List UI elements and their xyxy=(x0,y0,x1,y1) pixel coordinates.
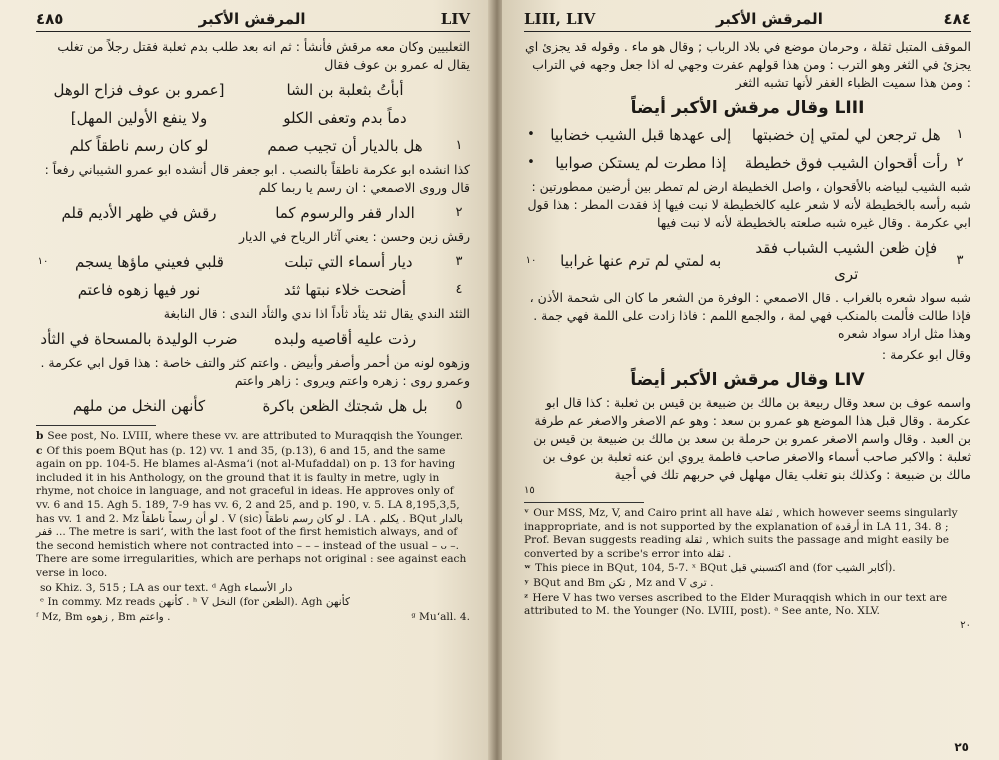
footnote-rule xyxy=(36,425,156,426)
right-page-number: ٤٨٤ xyxy=(943,10,971,28)
verse-line: أبأتُ بثعلبة بن الشا [عمرو بن عوف فزاح الوهل xyxy=(53,81,404,99)
right-commentary-b: شبه سواد شعره بالغراب . قال الاصمعي : الوفرة من الشعر ما كان الى شحمة الأذن ، فإذا طالت فألمت بالمنكب فهي لمة ، والجمع اللمم : فاذا زادت على اللمة فهي جمة . وهذا مثل اراد سواد شعره xyxy=(529,290,971,341)
left-running-header xyxy=(36,10,470,32)
left-verses-a xyxy=(36,77,470,159)
left-commentary-c: الثئد الندي يقال ثئد يثأد ثأداً اذا ندي والثأد الندى : قال النابغة xyxy=(163,306,470,321)
footnote: ᵉ In commy. Mz reads كأنهن . ʰ V النخل (for الظعن). Agh كأنهن xyxy=(40,596,351,609)
verse-line: ٢ رأت أقحوان الشيب فوق خطيطة إذا مطرت لم يستكن صوابيا • xyxy=(527,154,964,172)
right-commentary-a: شبه الشيب لبياضه بالأقحوان ، واصل الخطيطة ارض لم تمطر بين أرضين ممطورتين : شبه رأسه بالخطيطة لأنه لا شعر عليه كالخطيطة لا نبت فيها إذ فقدت المطر : هذا قول ابي عكرمة . وقال غيره شبه صلعته بالخطيطة لأنه لا نبت فيها xyxy=(527,179,971,230)
footnote: so Khiz. 3, 515 ; LA as our text. ᵈ Agh دار الأسماء xyxy=(40,581,293,594)
poem-title-liii: LIII وقال مرقش الأكبر أيضاً xyxy=(630,98,865,118)
left-footnotes xyxy=(36,430,470,623)
verse-line: دماً بدم وتعفى الكلو ولا ينفع الأولين المهل] xyxy=(70,109,407,127)
left-commentary-b: رقش زين وحسن : يعني آثار الرياح في الديار xyxy=(239,229,470,244)
right-page xyxy=(502,0,999,760)
right-footnotes xyxy=(524,507,971,631)
footnote: ᶻ Here V has two verses ascribed to the Elder Muraqqish which in our text are attributed to M. the Younger (No. LVIII, post). ᵃ See ante, No. XLV. xyxy=(524,591,948,618)
right-running-header xyxy=(524,10,971,32)
footnote-margin-number: ٢٠ xyxy=(960,619,971,631)
verse-line: ٣ فإن ظعن الشيب الشباب فقد ترى به لمتي لم ترم عنها غرابيا ١٠ xyxy=(525,239,964,283)
footnote: ʷ This piece in BQut, 104, 5-7. ˣ BQut اكتسبني قبل and (for أكابر الشيب). xyxy=(524,562,896,575)
footnote-f: ᶠ Mz, Bm زهوه , Bm واعتم . xyxy=(36,610,171,623)
verse-line: ٣ ديار أسماء التي تبلت قلبي فعيني ماؤها يسجم ١٠ xyxy=(36,249,470,275)
right-page-foot-number: ٢٥ xyxy=(954,740,969,754)
verse-line: رذت عليه أقاصيه ولبده ضرب الوليدة بالمسحاة في الثأد xyxy=(40,330,417,348)
left-header-poem-no: LIV xyxy=(440,10,470,28)
verse-line: ١ هل بالديار أن تجيب صمم لو كان رسم ناطقاً كلم xyxy=(69,137,463,155)
verse-line: ٤ أضحت خلاء نبتها ثئد نور فيها زهوه فاعتم xyxy=(77,281,463,299)
left-header-title: المرقش الأكبر xyxy=(198,10,306,28)
footnote: ʸ BQut and Bm تكن , Mz and V ترى . xyxy=(524,576,714,589)
right-header-poem-no: LIII, LIV xyxy=(524,10,596,28)
margin-line-number: ١٠ xyxy=(525,255,537,266)
left-commentary-d: وزهوه لونه من أحمر وأصفر وأبيض . واعتم كثر والتف خاصة : هذا قول ابي عكرمة . وعمرو روى : زهره واعتم ويروى : زاهر واعتم xyxy=(40,355,470,388)
left-page xyxy=(0,0,492,760)
right-header-title: المرقش الأكبر xyxy=(715,10,823,28)
right-commentary-c: وقال ابو عكرمة : xyxy=(881,347,971,362)
verse-line: ٥ بل هل شجتك الظعن باكرة كأنهن النخل من ملهم xyxy=(72,397,463,415)
footnote-bottom-row xyxy=(36,611,470,623)
left-commentary-a: كذا انشده ابو عكرمة ناطقاً بالنصب . ابو جعفر قال أنشده ابو عمرو الشيباني رفعاً : قال وروى الاصمعي : ان رسم يا ربما كلم xyxy=(44,162,470,195)
poem-title-liv: LIV وقال مرقش الأكبر أيضاً xyxy=(630,370,865,390)
right-intro: الموقف المتبل ثقلة ، وحرمان موضع في بلاد الرباب ; وقال هو ماء . وقوله قد يجزئ اي يجزئ في الثغر وهو الترب : ومن هذا قولهم عفرت وجهي له اذا جعل وجهه في التراب : ومن هذا سميت الظباء الغفر لأنها تشبه الثغر xyxy=(524,39,971,90)
footnote: ᵛ Our MSS, Mz, V, and Cairo print all have ثقلة , which however seems singularly inappropriate, and is not supported by the explanation of أرقدة in LA 11, 34. 8 ; Prof. Bevan suggests reading ثقلة , which suits the passage and might easily be converted by a scribe's error into ثقلة . xyxy=(524,507,958,560)
left-page-number: ٤٨٥ xyxy=(36,10,64,28)
verse-line: ١ هل ترجعن لي لمتي إن خضبتها إلى عهدها قبل الشيب خضابيا • xyxy=(527,126,964,144)
footnote: c Of this poem BQut has (p. 12) vv. 1 and 35, (p.13), 6 and 15, and the same again on pp. 104-5. He blames al-Asma‘i (not al-Mufaddal) on p. 13 for having included it in his Anthology, on the ground that it is faulty in metre, ugly in rhyme, not choice in language, and not graceful in ideas. He approves only of vv. 6 and 15. Agh 5. 189, 7-9 has vv. 6, 2 and 25, and p. 190, v. 5. LA 8,195,3,5, has vv. 1 and 2. Mz لو أن رسماً ناطقاً . V (sic) لو كان رسم ناطقاً . LA . يكلم . BQut بالدار قفر ... The metre is sari‘, with the last foot of the first hemistich always, and of the second hemistich where not contracted into – – – instead of the usual – ᴗ –. There are some irregularities, which are perhaps not original : see against each verse in loco. xyxy=(36,444,467,579)
footnote-rule xyxy=(524,502,644,503)
verse-line: ٢ الدار قفر والرسوم كما رقش في ظهر الأديم قلم xyxy=(61,204,463,222)
footnote-g: ᵍ Mu‘all. 4. xyxy=(411,610,470,623)
footnote: b See post, No. LVIII, where these vv. are attributed to Muraqqish the Younger. xyxy=(36,430,464,442)
right-commentary-d: واسمه عوف بن سعد وقال ربيعة بن مالك بن ضبيعة بن قيس بن ثعلبة : كذا قال ابو عكرمة . وقال قبل هذا الموضع هو عمرو بن سعد : وهو عم الاصغر والاصغر عم طرفة بن العبد . وقال واسم الاصغر عمرو بن حرملة بن سعد بن مالك بن ضبيعة بن قيس بن ثعلبة : والاكبر صاحب أسماء والاصغر صاحب فاطمة يروي ابن عنه ثعلبة بن عوف بن مالك بن ضبيعة : وكذلك بنو تغلب يقال مهلهل في حربهم تلك في أجية xyxy=(533,395,971,482)
margin-line-number: ١٠ xyxy=(37,256,49,267)
margin-line-number-2: ١٥ xyxy=(524,485,535,496)
left-intro: الثعلبيين وكان معه مرقش فأنشأ : ثم انه بعد طلب بدم ثعلبة فقتل رجلاً من تغلب يقال له عمرو بن عوف فقال xyxy=(57,39,470,72)
